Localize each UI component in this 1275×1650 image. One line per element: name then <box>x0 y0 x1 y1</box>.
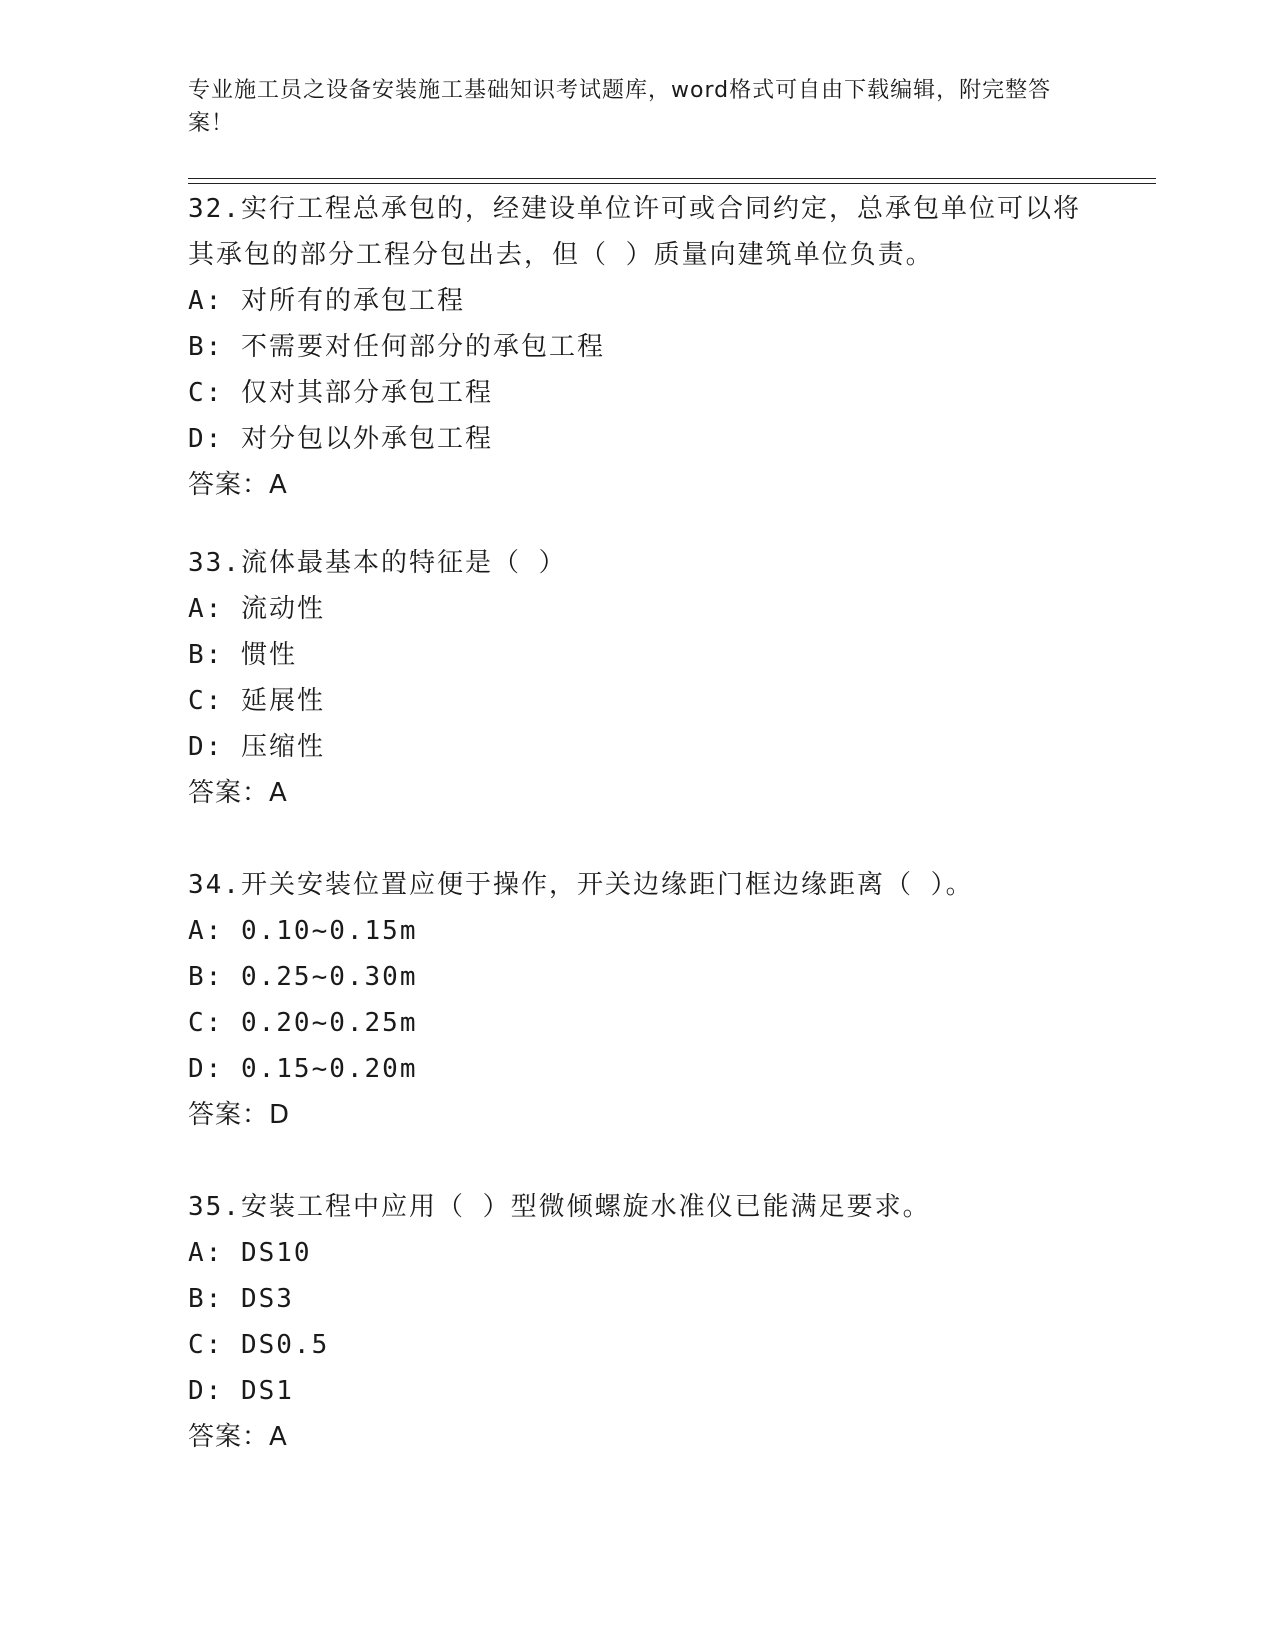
answer: 答案：A <box>188 1422 288 1452</box>
header-divider-top <box>188 178 1156 179</box>
option-a: A: 对所有的承包工程 <box>188 286 465 316</box>
question-text: 34.开关安装位置应便于操作，开关边缘距门框边缘距离（ ）。 <box>188 870 974 900</box>
option-c: C: 延展性 <box>188 686 325 716</box>
answer: 答案：D <box>188 1100 291 1130</box>
option-c: C: 仅对其部分承包工程 <box>188 378 493 408</box>
header-divider-bottom <box>188 183 1156 184</box>
question-text: 32.实行工程总承包的，经建设单位许可或合同约定，总承包单位可以将其承包的部分工程分包出去，但（ ）质量向建筑单位负责。 <box>188 194 1081 270</box>
option-d: D: 对分包以外承包工程 <box>188 424 493 454</box>
document-header: 专业施工员之设备安装施工基础知识考试题库，word格式可自由下载编辑，附完整答案！ <box>188 78 1052 136</box>
option-a: A: 0.10~0.15m <box>188 916 418 946</box>
option-d: D: DS1 <box>188 1376 294 1406</box>
option-a: A: DS10 <box>188 1238 312 1268</box>
option-b: B: 惯性 <box>188 640 297 670</box>
option-c: C: DS0.5 <box>188 1330 330 1360</box>
option-a: A: 流动性 <box>188 594 325 624</box>
question-text: 35.安装工程中应用（ ）型微倾螺旋水准仪已能满足要求。 <box>188 1192 931 1222</box>
option-c: C: 0.20~0.25m <box>188 1008 418 1038</box>
answer: 答案：A <box>188 470 288 500</box>
option-b: B: 0.25~0.30m <box>188 962 418 992</box>
question-text: 33.流体最基本的特征是（ ） <box>188 548 567 578</box>
question-35 <box>188 1184 1088 1460</box>
question-34 <box>188 862 1088 1138</box>
question-33 <box>188 540 1088 816</box>
option-d: D: 压缩性 <box>188 732 325 762</box>
option-b: B: DS3 <box>188 1284 294 1314</box>
option-d: D: 0.15~0.20m <box>188 1054 418 1084</box>
option-b: B: 不需要对任何部分的承包工程 <box>188 332 605 362</box>
answer: 答案：A <box>188 778 288 808</box>
question-32 <box>188 186 1088 508</box>
